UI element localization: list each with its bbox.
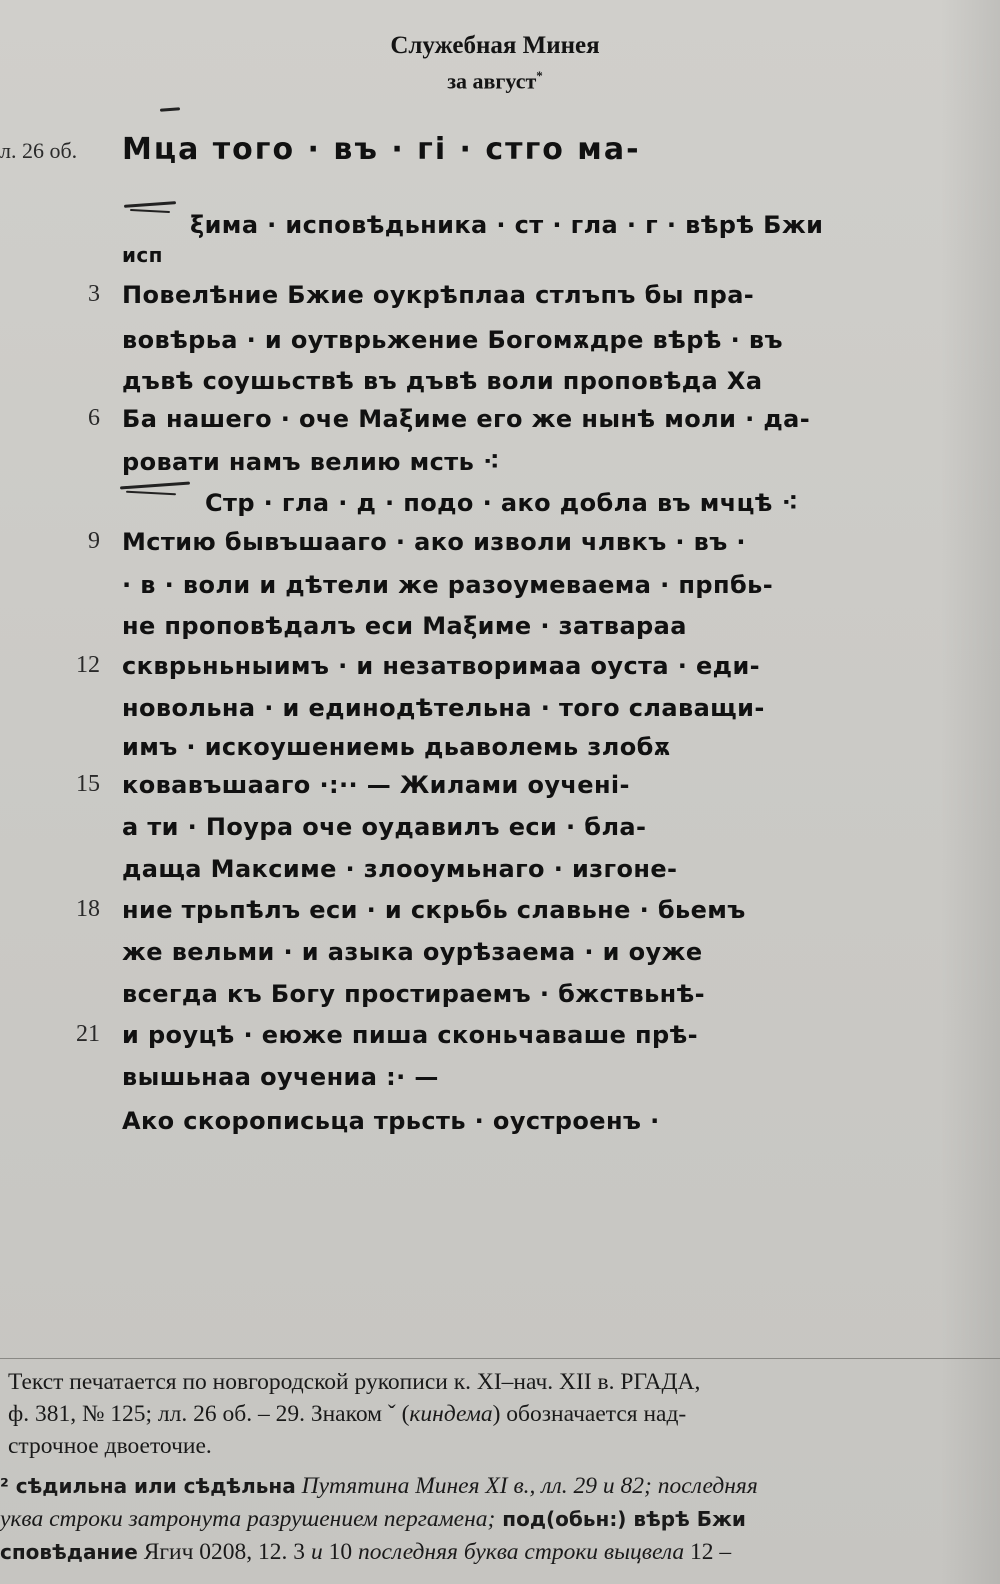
text-line: дъвѣ соушьствѣ въ дъвѣ воли проповѣда Ха [122,367,763,395]
text-line: ξима · исповѣдьника · ст · гла · г · вѣрѣ Бжи [190,211,824,239]
footnote-slavonic: под(обьн:) вѣрѣ Бжи [495,1507,746,1531]
footnote-text: Текст печатается по новгородской рукописи к. XI–нач. XII в. РГАДА, [8,1369,701,1395]
text-line: имъ · искоушениемь дьаволемь злобѫ [122,733,671,761]
decorative-swash [130,209,170,213]
text-line: ровати намъ велию мсть ⁖ [122,448,500,476]
decorative-swash [126,491,176,496]
footnote-italic: уква строки затронута разрушением пергамена; [0,1506,496,1532]
footnote-line [8,1369,700,1396]
footnote-text: ф. 381, № 125; лл. 26 об. – 29. Знаком [8,1401,388,1427]
line-number: 3 [88,281,100,307]
footnote-italic: Путятина Минея XI в., лл. 29 и 82; последняя [295,1473,758,1499]
text-line: же вельми · и азыка оурѣзаема · и оуже [122,938,703,966]
footnote-line [8,1433,212,1460]
line-number: 15 [76,771,100,797]
line-number: 9 [88,528,100,554]
text-line: и роуцѣ · еюже пиша сконьчаваше прѣ- [122,1021,699,1049]
subtitle-text: за август [447,68,537,94]
line-number: 12 [76,652,100,678]
page-edge-shadow [940,0,1000,1584]
footnote-text: 12 – [684,1539,732,1565]
folio-reference: л. 26 об. [0,138,78,163]
footnote-text: ( [395,1401,410,1427]
footnote-line [0,1506,746,1533]
line-number: 6 [88,405,100,431]
text-line: скврьньныимъ · и незатворимаа оуста · еди- [122,652,761,680]
text-line: ковавъшааго ·:·· — Жилами оучені- [122,771,630,799]
titlo-mark [160,107,180,111]
text-line: всегда къ Богу простираемъ · бжствьнѣ- [122,980,706,1008]
kindema-sign: ˇ [387,1401,396,1427]
text-line: ние трьпѣлъ еси · и скрьбь славьне · бьемъ [122,896,746,924]
footnote-line [0,1539,731,1566]
footnote-italic: последняя буква строки выцвела [357,1539,685,1565]
text-line: Ако скорописьца трьсть · оустроенъ · [122,1107,660,1135]
text-line: вышьнаа оучениа :· — [122,1063,439,1091]
footnote-slavonic: сповѣдание [0,1540,138,1564]
text-line: не проповѣдалъ еси Маξиме · затвараа [122,612,687,640]
footnotes [0,1358,1000,1584]
line-number: 21 [76,1021,100,1047]
footnote-italic: киндема [409,1401,493,1427]
footnote-line [8,1401,686,1428]
decorative-swash [124,201,176,208]
footnote-slavonic: ² сѣдильна или сѣдѣльна [0,1474,296,1498]
text-line: Повелѣние Бжие оукрѣплаа стлъпъ бы пра- [122,281,755,309]
decorative-swash [120,482,190,490]
text-line: исп [122,243,163,267]
text-line: а ти · Поура оче оудавилъ еси · бла- [122,813,647,841]
page-subtitle [0,62,990,95]
text-line: Мца того · въ · гі · стго ма- [122,132,641,167]
line-number: 18 [76,896,100,922]
footnote-italic: и [310,1539,323,1565]
page-header [0,30,990,95]
footnote-text: ) обозначается над- [492,1401,687,1427]
text-line: · в · воли и дѣтели же разоумеваема · прпбь- [122,571,774,599]
text-line: вовѣрьа · и оутврьжение Богомѫдре вѣрѣ · въ [122,326,783,354]
footnote-text: Ягич 0208, 12. 3 [137,1539,311,1565]
footnote-text: 10 [322,1539,358,1565]
footnote-line [0,1473,758,1500]
text-line: новольна · и единодѣтельна · того славащи- [122,694,765,722]
footnote-text: строчное двоеточие. [8,1433,212,1459]
text-line: Ба нашего · оче Маξиме его же нынѣ моли · да- [122,405,811,433]
text-line: дащa Максиме · злооумьнаго · изгоне- [122,855,678,883]
text-line: Мстию бывъшааго · ако изволи члвкъ · въ · [122,528,746,556]
page-title: Служебная Минея [390,32,600,59]
text-line: Стр · гла · д · подо · ако добла въ мчцѣ ⁖ [205,489,799,517]
footnote-marker: * [536,68,543,83]
